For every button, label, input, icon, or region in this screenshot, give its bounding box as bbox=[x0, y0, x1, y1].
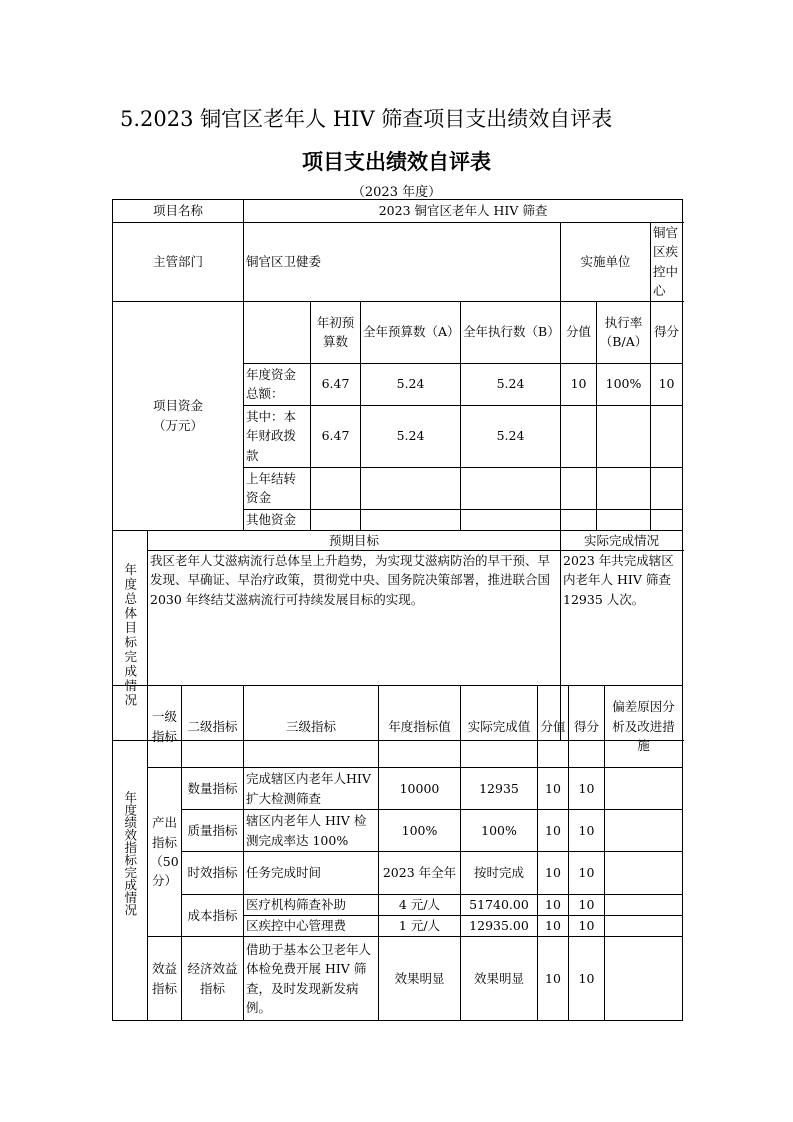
level2-cell: 成本指标 bbox=[182, 895, 244, 937]
score-cell: 10 bbox=[569, 916, 605, 937]
funds-score: 10 bbox=[651, 363, 683, 405]
target-cell: 2023 年全年 bbox=[379, 852, 461, 895]
funds-rate: 100% bbox=[597, 363, 651, 405]
score-cell: 10 bbox=[569, 852, 605, 895]
actual-cell: 效果明显 bbox=[461, 937, 538, 1021]
funds-annual: 5.24 bbox=[361, 405, 461, 467]
reason-header: 偏差原因分析及改进措施 bbox=[605, 686, 683, 768]
annual-budget-header: 全年预算数（A） bbox=[361, 301, 461, 363]
output-label: 产出指标（50分） bbox=[148, 768, 182, 937]
funds-header-row bbox=[113, 301, 683, 363]
target-cell: 4 元/人 bbox=[379, 895, 461, 916]
weight-cell: 10 bbox=[538, 768, 569, 810]
target-cell: 100% bbox=[379, 810, 461, 852]
funds-annual: 5.24 bbox=[361, 363, 461, 405]
funds-annual bbox=[361, 509, 461, 530]
score-header: 得分 bbox=[651, 301, 683, 363]
target-cell: 1 元/人 bbox=[379, 916, 461, 937]
level2-cell: 经济效益指标 bbox=[182, 937, 244, 1021]
weight-header: 分值 bbox=[538, 686, 569, 768]
indicator-row bbox=[113, 852, 683, 895]
funds-blank-header bbox=[244, 301, 311, 363]
actual-cell: 51740.00 bbox=[461, 895, 538, 916]
project-name-label: 项目名称 bbox=[113, 200, 244, 223]
funds-annual bbox=[361, 467, 461, 509]
funds-label: 项目资金 （万元） bbox=[113, 301, 244, 530]
level3-cell: 借助于基本公卫老年人体检免费开展 HIV 筛查，及时发现新发病例。 bbox=[244, 937, 379, 1021]
target-cell: 效果明显 bbox=[379, 937, 461, 1021]
funds-rate bbox=[597, 509, 651, 530]
funds-executed: 5.24 bbox=[461, 405, 561, 467]
document-heading: 5.2023 铜官区老年人 HIV 筛查项目支出绩效自评表 bbox=[120, 107, 613, 131]
weight-cell: 10 bbox=[538, 852, 569, 895]
funds-rate bbox=[597, 467, 651, 509]
level2-header: 二级指标 bbox=[182, 686, 244, 768]
actual-cell: 100% bbox=[461, 810, 538, 852]
funds-executed bbox=[461, 509, 561, 530]
indicator-row bbox=[113, 768, 683, 810]
department-row bbox=[113, 223, 683, 302]
score-cell: 10 bbox=[569, 810, 605, 852]
funds-row-name: 其他资金 bbox=[244, 509, 311, 530]
funds-score bbox=[651, 405, 683, 467]
implementer-label: 实施单位 bbox=[561, 223, 651, 302]
funds-rate bbox=[597, 405, 651, 467]
score-cell: 10 bbox=[569, 895, 605, 916]
funds-row-name: 上年结转资金 bbox=[244, 467, 311, 509]
level2-cell: 时效指标 bbox=[182, 852, 244, 895]
level2-cell: 质量指标 bbox=[182, 810, 244, 852]
funds-initial: 6.47 bbox=[311, 405, 361, 467]
weight-cell: 10 bbox=[538, 810, 569, 852]
table-title: 项目支出绩效自评表 bbox=[302, 150, 491, 174]
funds-weight bbox=[561, 467, 597, 509]
weight-cell: 10 bbox=[538, 937, 569, 1021]
execution-rate-header: 执行率（B/A） bbox=[597, 301, 651, 363]
weight-cell: 10 bbox=[538, 895, 569, 916]
level1-header: 一级指标 bbox=[148, 686, 182, 768]
funds-row-name: 其中：本年财政拨款 bbox=[244, 405, 311, 467]
reason-cell bbox=[605, 852, 683, 895]
indicators-label: 年度绩效指标完成情况 bbox=[122, 790, 138, 916]
score-cell: 10 bbox=[569, 937, 605, 1021]
implementer-value: 铜官区疾控中心 bbox=[651, 223, 683, 302]
reason-cell bbox=[605, 895, 683, 916]
level3-cell: 医疗机构筛查补助 bbox=[244, 895, 379, 916]
indicator-table bbox=[112, 685, 683, 1021]
department-value: 铜官区卫健委 bbox=[244, 223, 561, 302]
level3-cell: 辖区内老年人 HIV 检测完成率达 100% bbox=[244, 810, 379, 852]
funds-initial bbox=[311, 467, 361, 509]
expected-goal-text: 我区老年人艾滋病流行总体呈上升趋势，为实现艾滋病防治的早干预、早发现、早确证、早治疗政策，贯彻党中央、国务院决策部署，推进联合国 2030 年终结艾滋病流行可持续发展目标的实现。 bbox=[148, 550, 561, 740]
score-cell: 10 bbox=[569, 768, 605, 810]
actual-goal-text: 2023 年共完成辖区内老年人 HIV 筛查 12935 人次。 bbox=[561, 550, 683, 740]
funds-weight bbox=[561, 509, 597, 530]
score-header: 得分 bbox=[569, 686, 605, 768]
funds-row-name: 年度资金总额： bbox=[244, 363, 311, 405]
target-cell: 10000 bbox=[379, 768, 461, 810]
funds-initial bbox=[311, 509, 361, 530]
weight-header: 分值 bbox=[561, 301, 597, 363]
indicator-row bbox=[113, 810, 683, 852]
funds-score bbox=[651, 509, 683, 530]
actual-goal-header: 实际完成情况 bbox=[561, 530, 683, 550]
funds-initial: 6.47 bbox=[311, 363, 361, 405]
indicator-row bbox=[113, 895, 683, 916]
reason-cell bbox=[605, 937, 683, 1021]
funds-weight: 10 bbox=[561, 363, 597, 405]
project-name-row bbox=[113, 200, 683, 223]
level3-header: 三级指标 bbox=[244, 686, 379, 768]
self-evaluation-table bbox=[112, 199, 683, 741]
funds-executed bbox=[461, 467, 561, 509]
report-year: （2023 年度） bbox=[351, 185, 442, 200]
goals-label: 年度总体目标完成情况 bbox=[122, 562, 138, 708]
expected-goal-header: 预期目标 bbox=[148, 530, 561, 550]
weight-cell: 10 bbox=[538, 916, 569, 937]
indicators-label-cell bbox=[113, 686, 148, 1021]
department-label: 主管部门 bbox=[113, 223, 244, 302]
actual-cell: 按时完成 bbox=[461, 852, 538, 895]
funds-executed: 5.24 bbox=[461, 363, 561, 405]
level3-cell: 任务完成时间 bbox=[244, 852, 379, 895]
goals-header-row bbox=[113, 530, 683, 550]
level3-cell: 完成辖区内老年人HIV 扩大检测筛查 bbox=[244, 768, 379, 810]
benefit-label: 效益指标 bbox=[148, 937, 182, 1021]
reason-cell bbox=[605, 768, 683, 810]
funds-weight bbox=[561, 405, 597, 467]
executed-header: 全年执行数（B） bbox=[461, 301, 561, 363]
reason-cell bbox=[605, 810, 683, 852]
actual-cell: 12935.00 bbox=[461, 916, 538, 937]
actual-cell: 12935 bbox=[461, 768, 538, 810]
level2-cell: 数量指标 bbox=[182, 768, 244, 810]
reason-cell bbox=[605, 916, 683, 937]
initial-budget-header: 年初预算数 bbox=[311, 301, 361, 363]
level3-cell: 区疾控中心管理费 bbox=[244, 916, 379, 937]
funds-score bbox=[651, 467, 683, 509]
project-name-value: 2023 铜官区老年人 HIV 筛查 bbox=[244, 200, 683, 223]
indicator-header-row bbox=[113, 686, 683, 768]
target-header: 年度指标值 bbox=[379, 686, 461, 768]
actual-header: 实际完成值 bbox=[461, 686, 538, 768]
indicator-row bbox=[113, 937, 683, 1021]
